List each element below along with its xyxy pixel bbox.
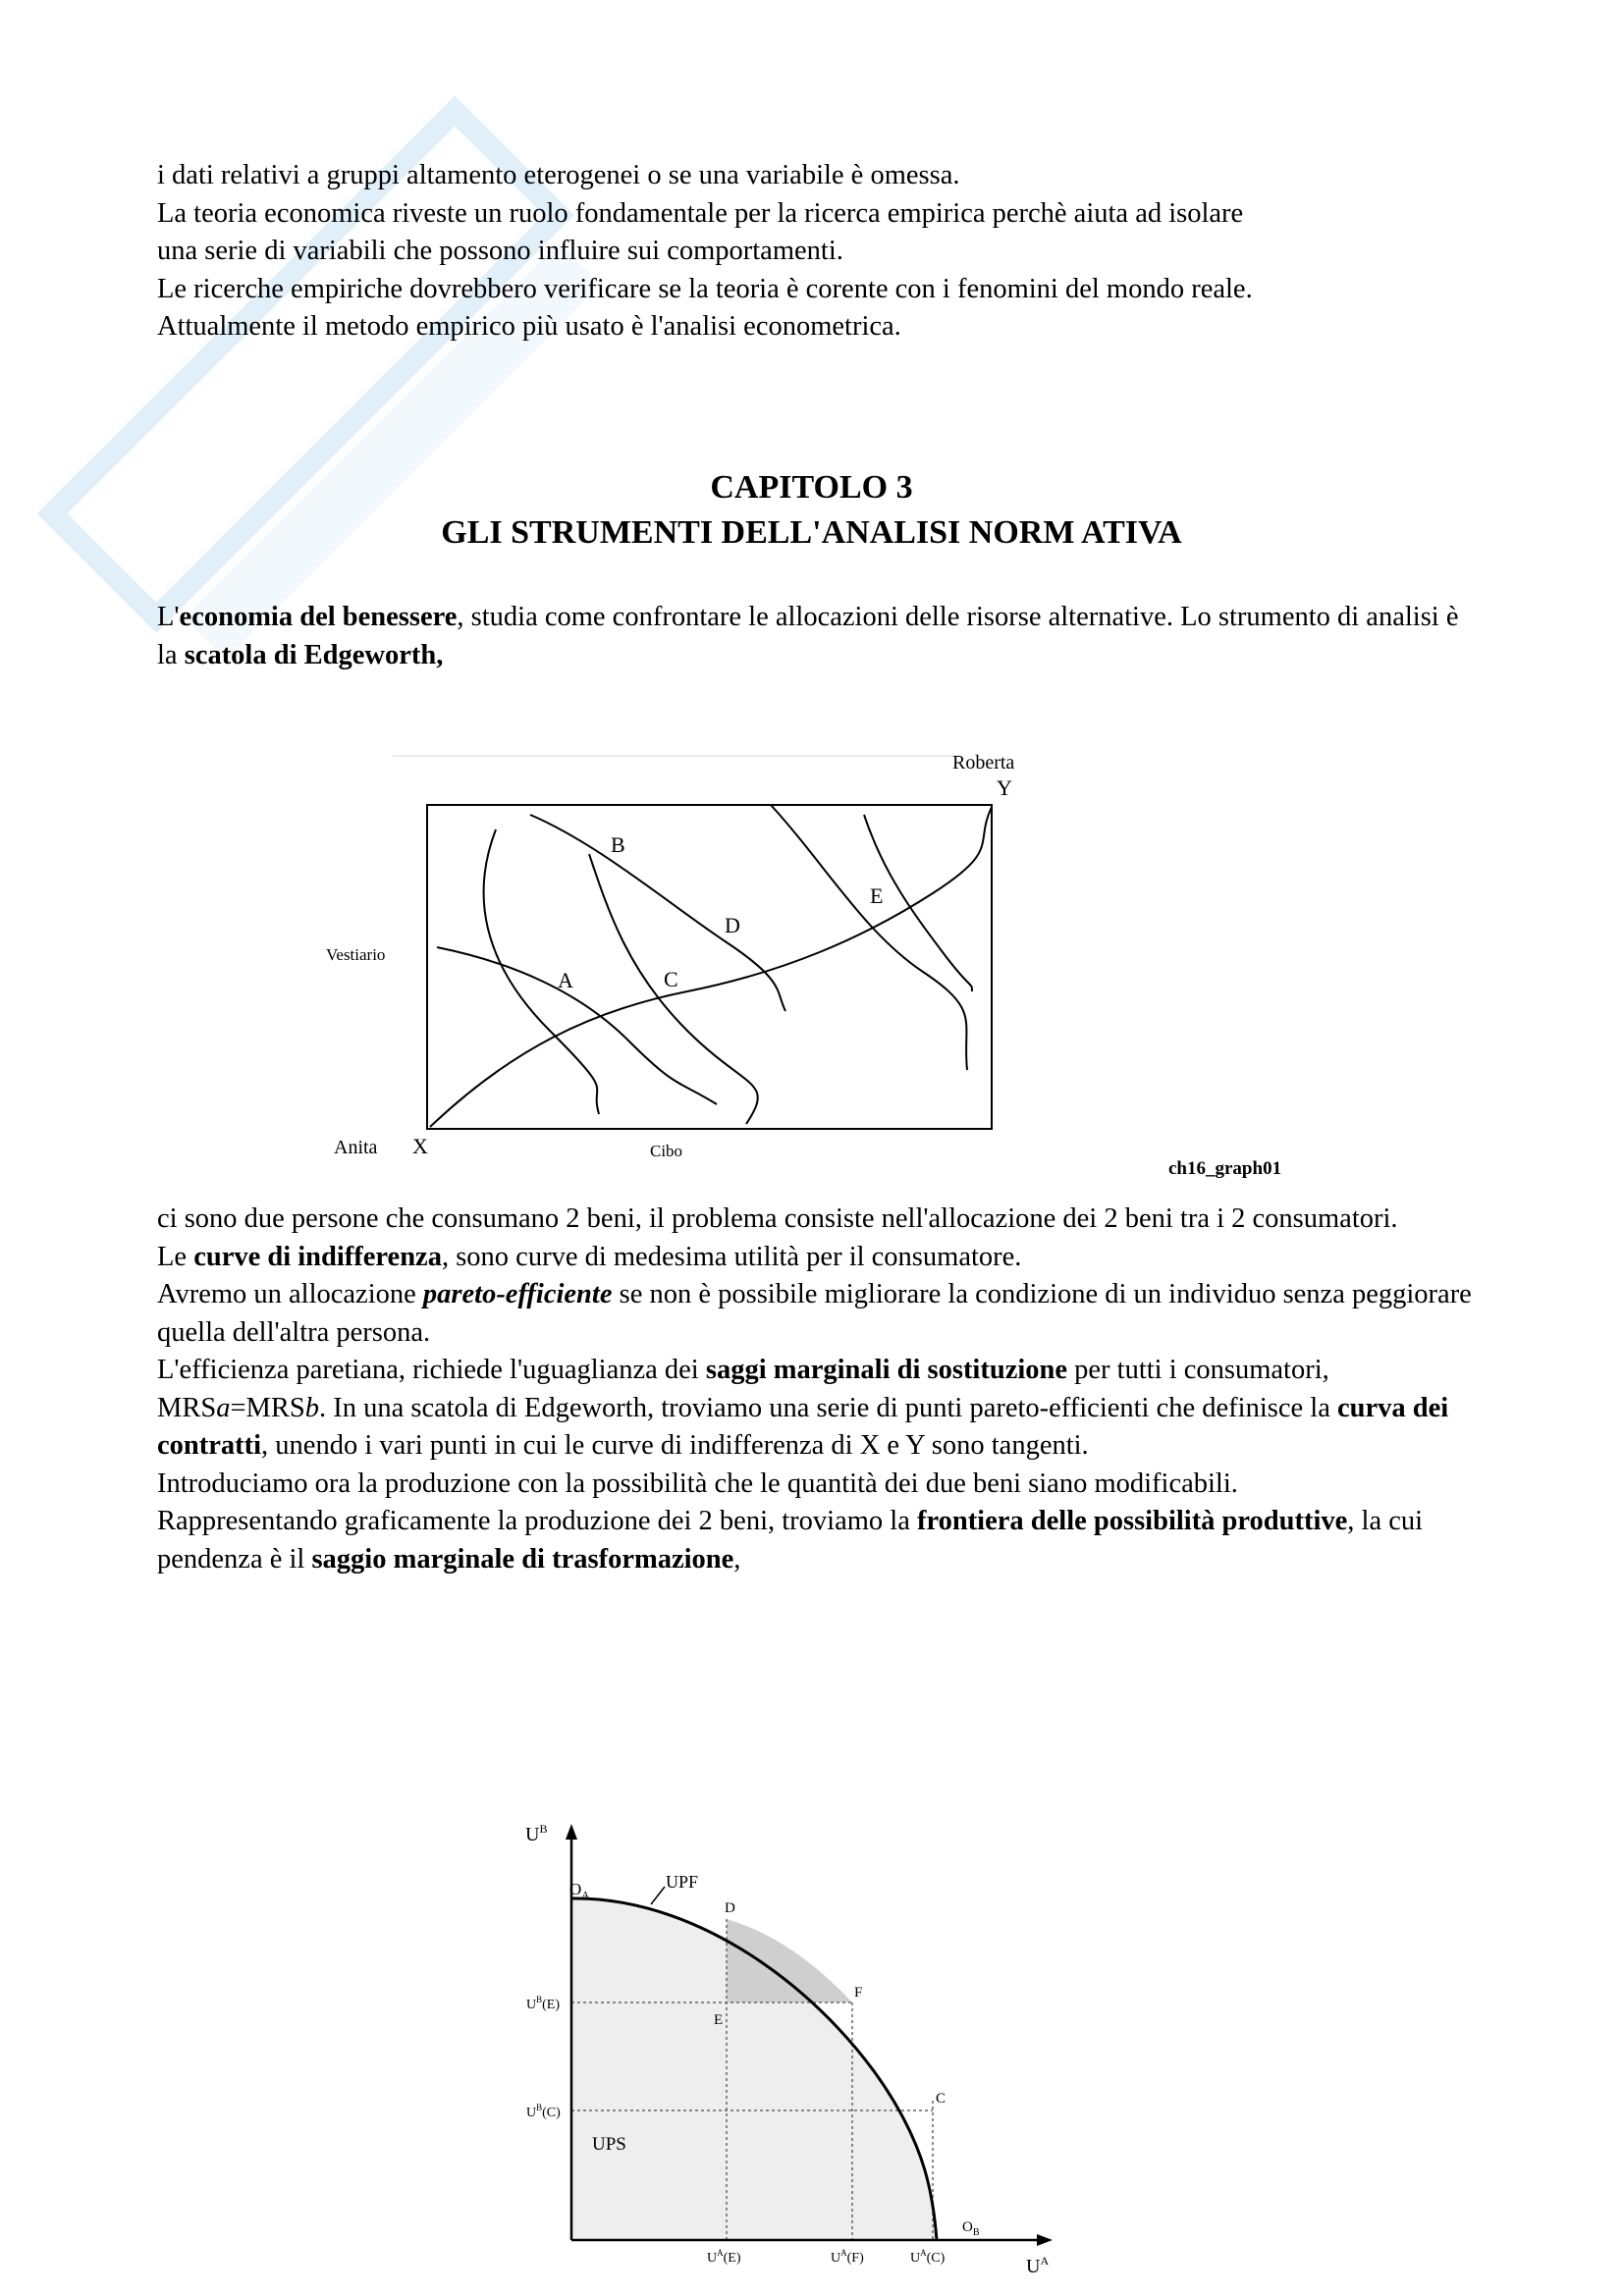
text-run: , sono curve di medesima utilità per il consumatore. [441,1241,1022,1272]
term-curva-dei-contratti: curva dei contratti [157,1392,1449,1461]
point-a-label: A [558,968,573,992]
point-c-label: C [664,967,678,991]
text-run: a [216,1392,231,1423]
upf-figure [511,1806,1080,2287]
text-run: . In una scatola di Edgeworth, troviamo una serie di punti pareto-efficienti che definisce la [318,1392,1337,1423]
text-run: Rappresentando graficamente la produzione dei 2 beni, troviamo la [157,1506,917,1536]
text-run: , [733,1543,741,1575]
x-axis-arrow [1037,2234,1053,2246]
ups-label: UPS [592,2134,626,2155]
label-vestiario: Vestiario [326,945,386,964]
mrs-sentence [157,1352,1473,1466]
text-run: per tutti i consumatori, MRS [157,1355,1329,1423]
y-axis-label: $U^B$ [525,1822,548,1845]
term-scatola-di-edgeworth: scatola di Edgeworth, [184,639,444,670]
chapter-title: GLI STRUMENTI DELL'ANALISI NORM ATIVA [441,514,1182,551]
label-anita: Anita [334,1137,378,1158]
y-axis-arrow [566,1824,577,1840]
intro-paragraph [157,157,1473,347]
text-run: se non è possibile migliorare la condizione di un individuo senza peggiorare quella dell'altra persona. [157,1279,1472,1348]
welfare-paragraph [157,599,1473,674]
intro-line: una serie di variabili che possono influire sui comportamenti. [157,236,843,266]
text-run: , unendo i vari punti in cui le curve di indifferenza di X e Y sono tangenti. [261,1430,1089,1461]
upf-pointer [651,1887,665,1904]
term-economia-del-benessere: economia del benessere [179,602,458,632]
text-run: L' [157,602,180,632]
text-run: ci sono due persone che consumano 2 beni, il problema consiste nell'allocazione dei 2 beni tra i 2 consumatori. [157,1203,1398,1234]
tick-ub-c: $U^B(C)$ [526,2103,561,2120]
edgeworth-box-figure [314,736,1355,1188]
text-run: =MRS [230,1392,305,1423]
point-e-label: E [870,883,884,908]
term-frontiera: frontiera delle possibilità produttive [916,1506,1348,1536]
point-e-label: E [714,2012,724,2028]
pareto-sentence [157,1276,1473,1352]
point-f-label: F [854,1985,863,2001]
tick-ua-e: $U^A(E)$ [707,2248,741,2266]
chapter-number: CAPITOLO 3 [710,469,913,506]
indifference-sentence [157,1239,1473,1277]
contract-curve [430,807,992,1127]
text-run: Le [157,1241,194,1272]
origin-ob-label: $O_B$ [962,2219,980,2238]
x-axis-label: $U^A$ [1026,2254,1050,2277]
tick-ub-e: $U^B(E)$ [526,1995,561,2012]
text-run: , studia come confrontare le allocazioni delle risorse alternative. Lo strumento di analisi è la [157,602,1459,670]
indifference-curve-anita-2 [484,829,599,1114]
indifference-curve-anita-4 [771,805,967,1070]
label-y-origin: Y [997,775,1012,800]
point-d-label: D [725,1900,735,1916]
label-cibo: Cibo [650,1142,683,1160]
intro-line: La teoria economica riveste un ruolo fondamentale per la ricerca empirica perchè aiuta ad isolare [157,197,1244,229]
label-roberta: Roberta [952,752,1015,774]
term-saggi-marginali: saggi marginali di sostituzione [705,1355,1068,1385]
frontier-sentence [157,1503,1473,1578]
text-run: , la cui pendenza è il [157,1506,1424,1575]
upf-label: UPF [666,1872,699,1892]
term-curve-di-indifferenza: curve di indifferenza [193,1241,442,1272]
term-saggio-marginale-trasformazione: saggio marginale di trasformazione [311,1543,734,1575]
point-b-label: B [611,832,625,857]
text-run: L'efficienza paretiana, richiede l'uguaglianza dei [157,1355,706,1385]
intro-line: i dati relativi a gruppi altamento eterogenei o se una variabile è omessa. [157,160,960,190]
point-d-label: D [725,913,740,937]
intro-line: Le ricerche empiriche dovrebbero verificare se la teoria è corente con i fenomini del mondo reale. [157,273,1253,304]
figure-caption: ch16_graph01 [1168,1158,1282,1179]
term-pareto-efficiente: pareto-efficiente [422,1279,613,1309]
pareto-paragraph [157,1201,1473,1578]
tick-ua-c: $U^A(C)$ [910,2248,946,2266]
text-run: Introduciamo ora la produzione con la possibilità che le quantità dei due beni siano modificabili. [157,1468,1238,1499]
pareto-improvement-region [727,1919,852,2002]
tick-ua-f: $U^A(F)$ [831,2248,864,2266]
label-x-origin: X [412,1134,428,1158]
text-run: Avremo un allocazione [157,1279,423,1309]
origin-oa-label: $O_A$ [569,1880,590,1901]
text-run: b [304,1392,319,1423]
box-frame [427,805,992,1129]
point-c-label: C [936,2091,947,2107]
intro-line: Attualmente il metodo empirico più usato è l'analisi econometrica. [157,311,901,342]
